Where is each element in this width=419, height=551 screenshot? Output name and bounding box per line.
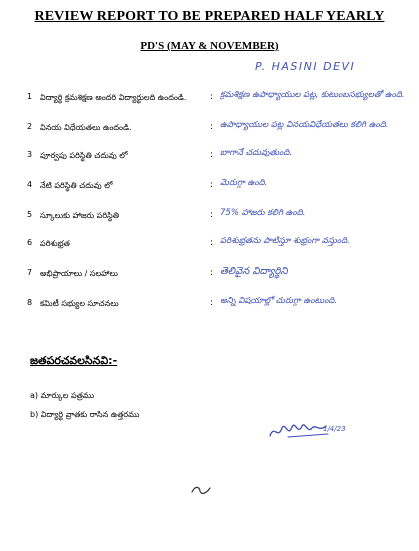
item-colon: : — [210, 238, 214, 248]
item-label: కమిటీ సభ్యుల సూచనలు — [40, 299, 119, 308]
item-label: విద్యార్థి క్రమశిక్షణ అందరి విద్యార్థులది ఉందండి. — [40, 93, 187, 102]
item-colon: : — [210, 122, 214, 132]
item-label: వినయ విధేయతలు ఉందండి. — [40, 123, 132, 132]
attachment-marks-sheet: a) మార్కుల పత్రము — [30, 391, 95, 400]
item-answer: మెరుగ్గా ఉంది. — [220, 178, 268, 188]
item-label: నేటి పరిస్థితి చదువు లో — [40, 181, 113, 190]
pen-mark — [190, 482, 212, 501]
item-answer: ఉపాధ్యాయుల పట్ల వినయవిధేయతలు కలిగి ఉంది. — [220, 120, 389, 130]
item-number: 6 — [27, 238, 33, 247]
attachment-letter: b) విద్యార్థి వ్రాతకు రాసిన ఉత్తరము — [30, 410, 140, 419]
item-label: పూర్వపు పరిస్థితి చదువు లో — [40, 151, 128, 160]
item-colon: : — [210, 150, 214, 160]
item-colon: : — [210, 92, 214, 102]
item-colon: : — [210, 298, 214, 308]
item-colon: : — [210, 180, 214, 190]
item-answer: బాగానే చదువుతుంది. — [220, 148, 293, 158]
item-colon: : — [210, 210, 214, 220]
item-label: పరిశుభ్రత — [40, 239, 70, 248]
item-answer: 75% హాజరు కలిగి ఉంది. — [220, 208, 306, 218]
item-number: 5 — [27, 210, 33, 219]
item-answer: అన్ని విషయాల్లో చురుగ్గా ఉంటుంది. — [220, 296, 338, 306]
item-colon: : — [210, 268, 214, 278]
signature-date: 1/4/23 — [323, 425, 346, 433]
item-number: 8 — [27, 298, 33, 307]
item-answer: పరిశుభ్రతను పాటిస్తూ శుభ్రంగా వస్తుంది. — [220, 236, 350, 246]
review-item — [0, 298, 419, 332]
pen-mark-icon — [190, 483, 212, 497]
item-number: 3 — [27, 150, 33, 159]
item-number: 1 — [27, 92, 33, 101]
item-number: 7 — [27, 268, 33, 277]
page-subtitle: PD'S (MAY & NOVEMBER) — [140, 40, 279, 52]
student-name: P. HASINI DEVI — [255, 60, 356, 73]
item-number: 4 — [27, 180, 33, 189]
attachments-heading: జతపరచవలసినవి:- — [30, 354, 118, 367]
item-answer: తెలివైన విద్యార్థిని — [220, 266, 288, 277]
item-label: అభిప్రాయాలు / సలహాలు — [40, 269, 118, 278]
item-answer: క్రమశిక్షణ ఉపాధ్యాయుల పట్ల, కుటుంబసభ్యులతో ఉంది. — [220, 90, 405, 100]
page-title: REVIEW REPORT TO BE PREPARED HALF YEARLY — [34, 9, 385, 24]
signature — [268, 418, 358, 448]
item-label: స్కూలుకు హాజరు పరిస్థితి — [40, 211, 120, 220]
item-number: 2 — [27, 122, 33, 131]
